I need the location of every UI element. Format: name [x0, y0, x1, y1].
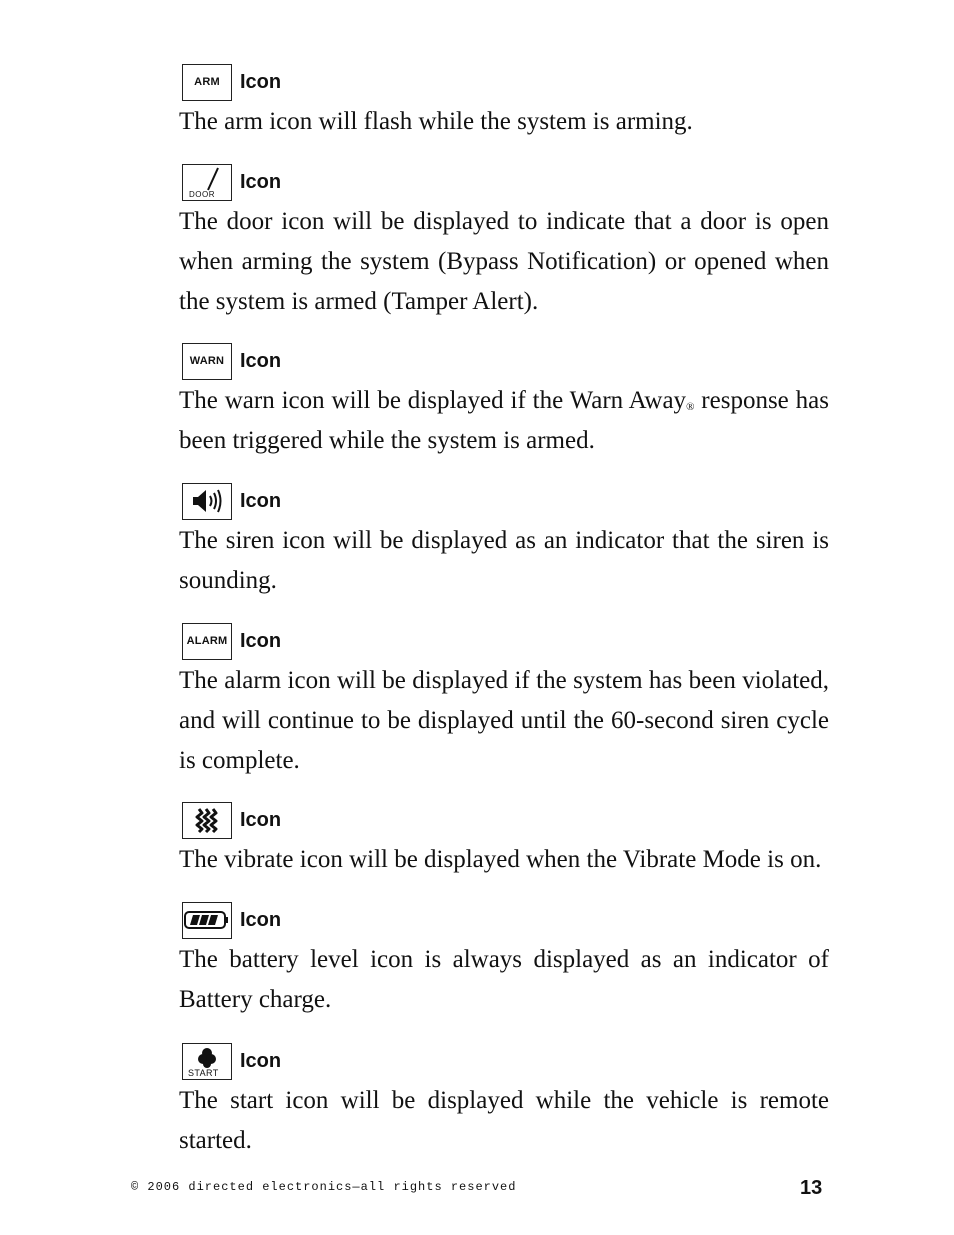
arm-icon-heading: Icon [240, 70, 282, 93]
warn-description [179, 381, 829, 461]
battery-description: The battery level icon is always displayed as an indicator of Battery charge. [179, 946, 829, 1013]
siren-description: The siren icon will be displayed as an indicator that the siren is sounding. [179, 527, 829, 594]
alarm-icon-heading: Icon [240, 629, 282, 652]
alarm-icon-label: ALARM [186, 635, 228, 647]
warn-section [179, 341, 829, 461]
start-icon-label: START [188, 1067, 219, 1078]
arm-icon [182, 64, 232, 101]
vibrate-waves-icon [192, 806, 222, 834]
alarm-icon [182, 623, 232, 660]
page-number: 13 [800, 1177, 823, 1199]
warn-icon-label: WARN [189, 355, 225, 367]
arm-description: The arm icon will flash while the system is arming. [179, 108, 693, 135]
door-icon-label: DOOR [189, 189, 215, 199]
siren-section [179, 481, 829, 601]
copyright-footer: © 2006 directed electronics—all rights reserved [131, 1180, 517, 1194]
start-section [179, 1041, 829, 1161]
warn-icon-heading: Icon [240, 349, 282, 372]
battery-icon-heading: Icon [240, 908, 282, 931]
battery-icon [182, 902, 232, 939]
arm-section [179, 62, 829, 142]
door-icon [182, 164, 232, 201]
registered-mark: ® [686, 401, 695, 413]
vibrate-description: The vibrate icon will be displayed when the Vibrate Mode is on. [179, 846, 822, 873]
arm-icon-label: ARM [194, 76, 220, 88]
warn-icon [182, 343, 232, 380]
vibrate-icon-heading: Icon [240, 808, 282, 831]
start-description: The start icon will be displayed while the vehicle is remote started. [179, 1087, 829, 1154]
start-icon-heading: Icon [240, 1049, 282, 1072]
vibrate-icon [182, 802, 232, 839]
door-icon-heading: Icon [240, 170, 282, 193]
battery-level-icon [184, 910, 230, 930]
siren-icon-heading: Icon [240, 489, 282, 512]
door-description: The door icon will be displayed to indicate that a door is open when arming the system (Bypass Notification) or opened when the system is armed (Tamper Alert). [179, 208, 829, 315]
siren-icon [182, 483, 232, 520]
warn-description-part2: response has been triggered while the system is armed. [179, 387, 829, 454]
door-section [179, 162, 829, 322]
vibrate-section [179, 800, 829, 880]
start-icon [182, 1043, 232, 1080]
warn-description-part1: The warn icon will be displayed if the Warn Away [179, 387, 687, 414]
alarm-description: The alarm icon will be displayed if the system has been violated, and will continue to be displayed until the 60-second siren cycle is complete. [179, 667, 829, 774]
speaker-icon [187, 487, 227, 515]
battery-section [179, 900, 829, 1020]
alarm-section [179, 621, 829, 781]
